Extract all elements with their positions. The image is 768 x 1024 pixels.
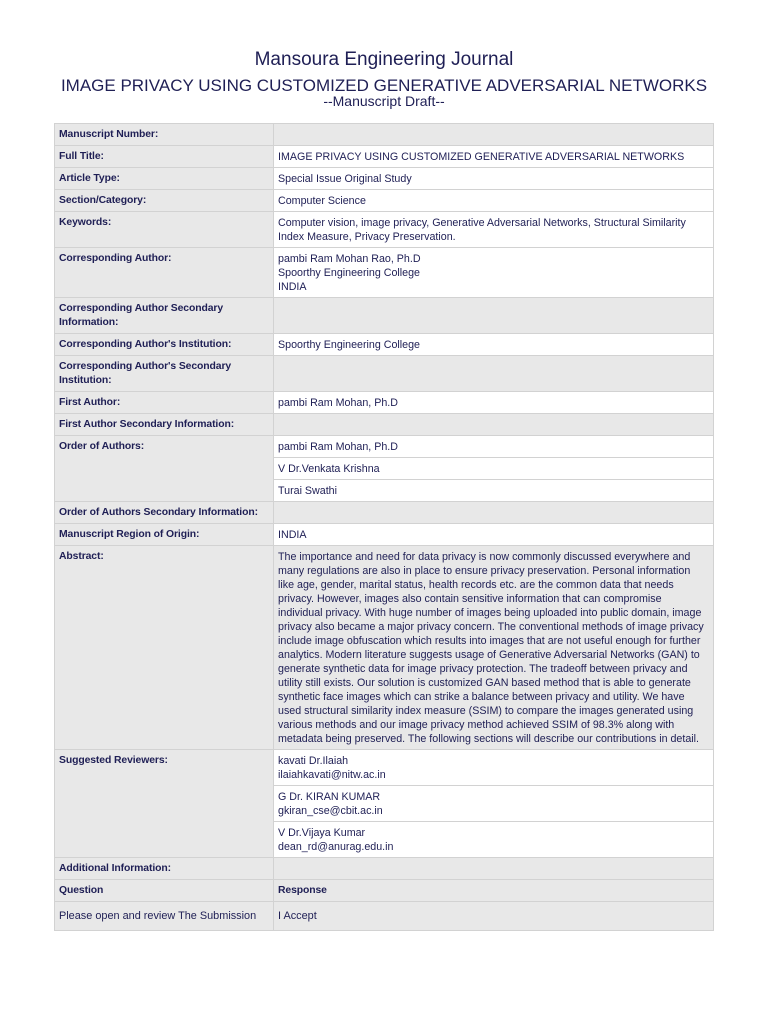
row-first-author-secondary [55,414,714,436]
author-entry: Turai Swathi [274,480,714,502]
value-ca-institution: Spoorthy Engineering College [274,334,714,356]
row-order-of-authors [55,436,714,458]
label-manuscript-number: Manuscript Number: [55,124,274,146]
value-additional-info [274,858,714,880]
row-additional-info [55,858,714,880]
label-corresponding-author: Corresponding Author: [55,248,274,298]
label-keywords: Keywords: [55,212,274,248]
reviewer-email: gkiran_cse@cbit.ac.in [278,805,383,817]
row-qa [55,902,714,931]
row-suggested-reviewers [55,750,714,786]
value-order-secondary [274,502,714,524]
response-column-header: Response [274,880,714,902]
label-first-author: First Author: [55,392,274,414]
reviewer-name: G Dr. KIRAN KUMAR [278,791,381,803]
reviewer-name: kavati Dr.Ilaiah [278,755,349,767]
row-order-secondary [55,502,714,524]
author-entry: pambi Ram Mohan, Ph.D [274,436,714,458]
value-manuscript-number [274,124,714,146]
row-ca-secondary-info [55,298,714,334]
draft-label: --Manuscript Draft-- [323,93,445,109]
journal-name: Mansoura Engineering Journal [254,49,514,70]
value-full-title: IMAGE PRIVACY USING CUSTOMIZED GENERATIVE ADVERSARIAL NETWORKS [274,146,714,168]
row-region [55,524,714,546]
label-section: Section/Category: [55,190,274,212]
value-abstract: The importance and need for data privacy is now commonly discussed everywhere and many regulations are also in place to ensure privacy preservation. Personal information like age, gender, marital status, health records etc. are the common data that needs privacy. However, images also contain sensitive information that can compromise individual privacy. With huge number of images being uploaded into public domain, image privacy also became a major privacy concern. The conventional methods of image privacy include image obfuscation which results into images that are not useful enough for further analytics. Modern literature suggests usage of Generative Adversarial Networks (GAN) to generate synthetic data for image privacy protection. The tradeoff between privacy and utility still exists. Our solution is customized GAN based method that is able to generate synthetic face images which can strike a balance between privacy and utility. We have used structural similarity index measure (SSIM) to compare the images generated using various methods and our image privacy method achieved SSIM of 98.3% along with metadata being preserved. The following sections will describe our contributions in detail. [274,546,714,750]
row-manuscript-number [55,124,714,146]
author-institution: Spoorthy Engineering College [278,267,421,279]
document-title: IMAGE PRIVACY USING CUSTOMIZED GENERATIVE ADVERSARIAL NETWORKS [60,76,708,95]
label-abstract: Abstract: [55,546,274,750]
value-ca-secondary-institution [274,356,714,392]
label-ca-institution: Corresponding Author's Institution: [55,334,274,356]
label-article-type: Article Type: [55,168,274,190]
response-text: I Accept [274,902,714,931]
row-full-title [55,146,714,168]
row-question-header [55,880,714,902]
reviewer-email: ilaiahkavati@nitw.ac.in [278,769,386,781]
label-additional-info: Additional Information: [55,858,274,880]
row-corresponding-author [55,248,714,298]
manuscript-info-table [54,123,714,931]
value-keywords: Computer vision, image privacy, Generative Adversarial Networks, Structural Similarity Index Measure, Privacy Preservation. [274,212,714,248]
question-column-header: Question [55,880,274,902]
reviewer-entry [274,750,714,786]
row-keywords [55,212,714,248]
value-region: INDIA [274,524,714,546]
label-ca-secondary-institution: Corresponding Author's Secondary Institution: [55,356,274,392]
row-ca-secondary-institution [55,356,714,392]
value-section: Computer Science [274,190,714,212]
row-article-type [55,168,714,190]
label-ca-secondary-info: Corresponding Author Secondary Information: [55,298,274,334]
label-full-title: Full Title: [55,146,274,168]
label-order-secondary: Order of Authors Secondary Information: [55,502,274,524]
label-suggested-reviewers: Suggested Reviewers: [55,750,274,858]
value-first-author: pambi Ram Mohan, Ph.D [274,392,714,414]
label-region: Manuscript Region of Origin: [55,524,274,546]
value-ca-secondary-info [274,298,714,334]
row-ca-institution [55,334,714,356]
author-country: INDIA [278,281,307,293]
author-name: pambi Ram Mohan Rao, Ph.D [278,253,421,265]
reviewer-name: V Dr.Vijaya Kumar [278,827,366,839]
row-abstract [55,546,714,750]
value-corresponding-author [274,248,714,298]
value-article-type: Special Issue Original Study [274,168,714,190]
label-first-author-secondary: First Author Secondary Information: [55,414,274,436]
value-first-author-secondary [274,414,714,436]
reviewer-entry [274,786,714,822]
reviewer-entry [274,822,714,858]
question-text: Please open and review The Submission [55,902,274,931]
row-first-author [55,392,714,414]
label-order-of-authors: Order of Authors: [55,436,274,502]
author-entry: V Dr.Venkata Krishna [274,458,714,480]
reviewer-email: dean_rd@anurag.edu.in [278,841,394,853]
row-section [55,190,714,212]
